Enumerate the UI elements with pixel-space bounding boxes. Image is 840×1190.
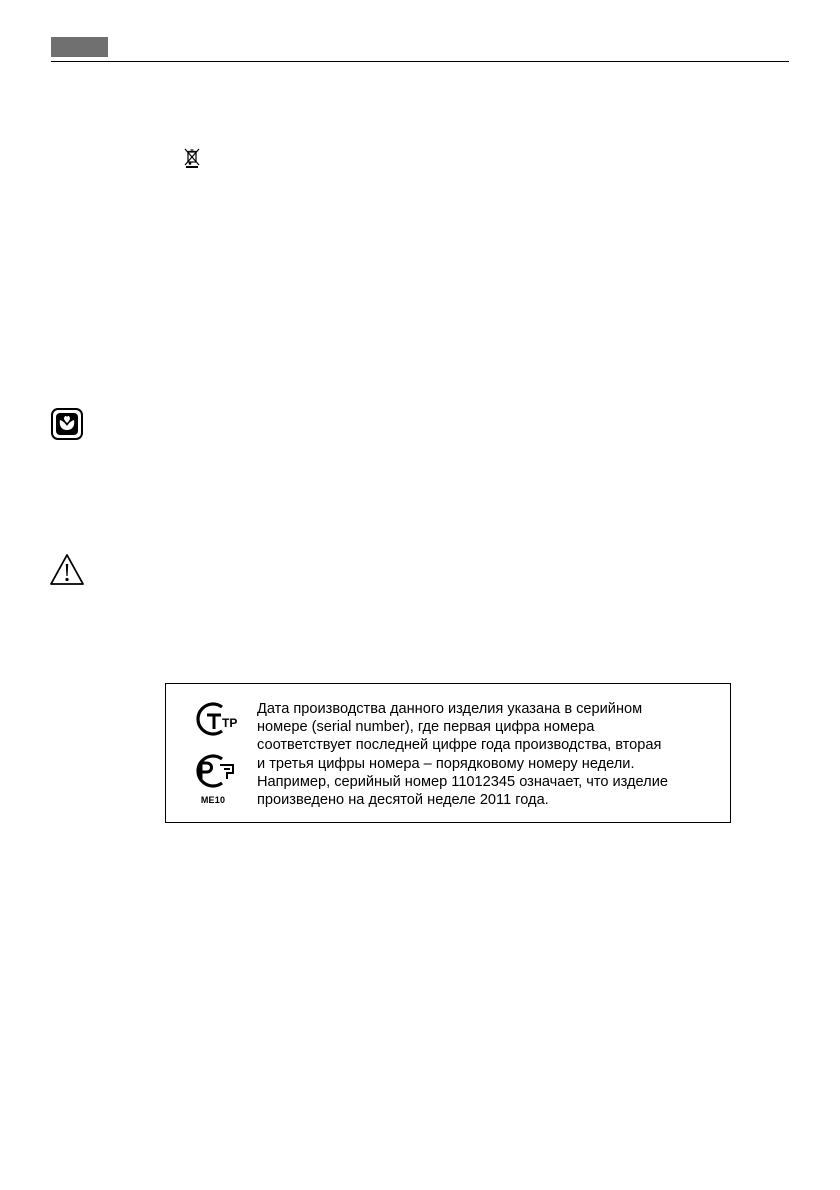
info-line: Например, серийный номер 11012345 означает, что изделие xyxy=(257,773,668,790)
svg-text:ТР: ТР xyxy=(222,716,238,730)
info-text xyxy=(257,700,727,809)
header-rule xyxy=(51,61,789,62)
info-line: Дата производства данного изделия указана в серийном xyxy=(257,701,643,717)
pct-mark-icon xyxy=(186,753,240,789)
header-tab xyxy=(51,37,108,57)
warning-icon xyxy=(49,553,85,587)
environment-icon xyxy=(49,408,85,440)
info-line: номере (serial number), где первая цифра номера xyxy=(257,719,595,736)
certification-code: ME10 xyxy=(200,795,226,805)
info-line: и третья цифры номера – порядковому номеру недели. xyxy=(257,755,635,772)
crossed-out-bin-icon xyxy=(183,148,201,168)
production-date-info-box xyxy=(165,683,731,823)
info-line: соответствует последней цифре года производства, вторая xyxy=(257,737,662,754)
info-line: произведено на десятой неделе 2011 года. xyxy=(257,792,549,809)
eac-mark-icon xyxy=(186,701,240,737)
